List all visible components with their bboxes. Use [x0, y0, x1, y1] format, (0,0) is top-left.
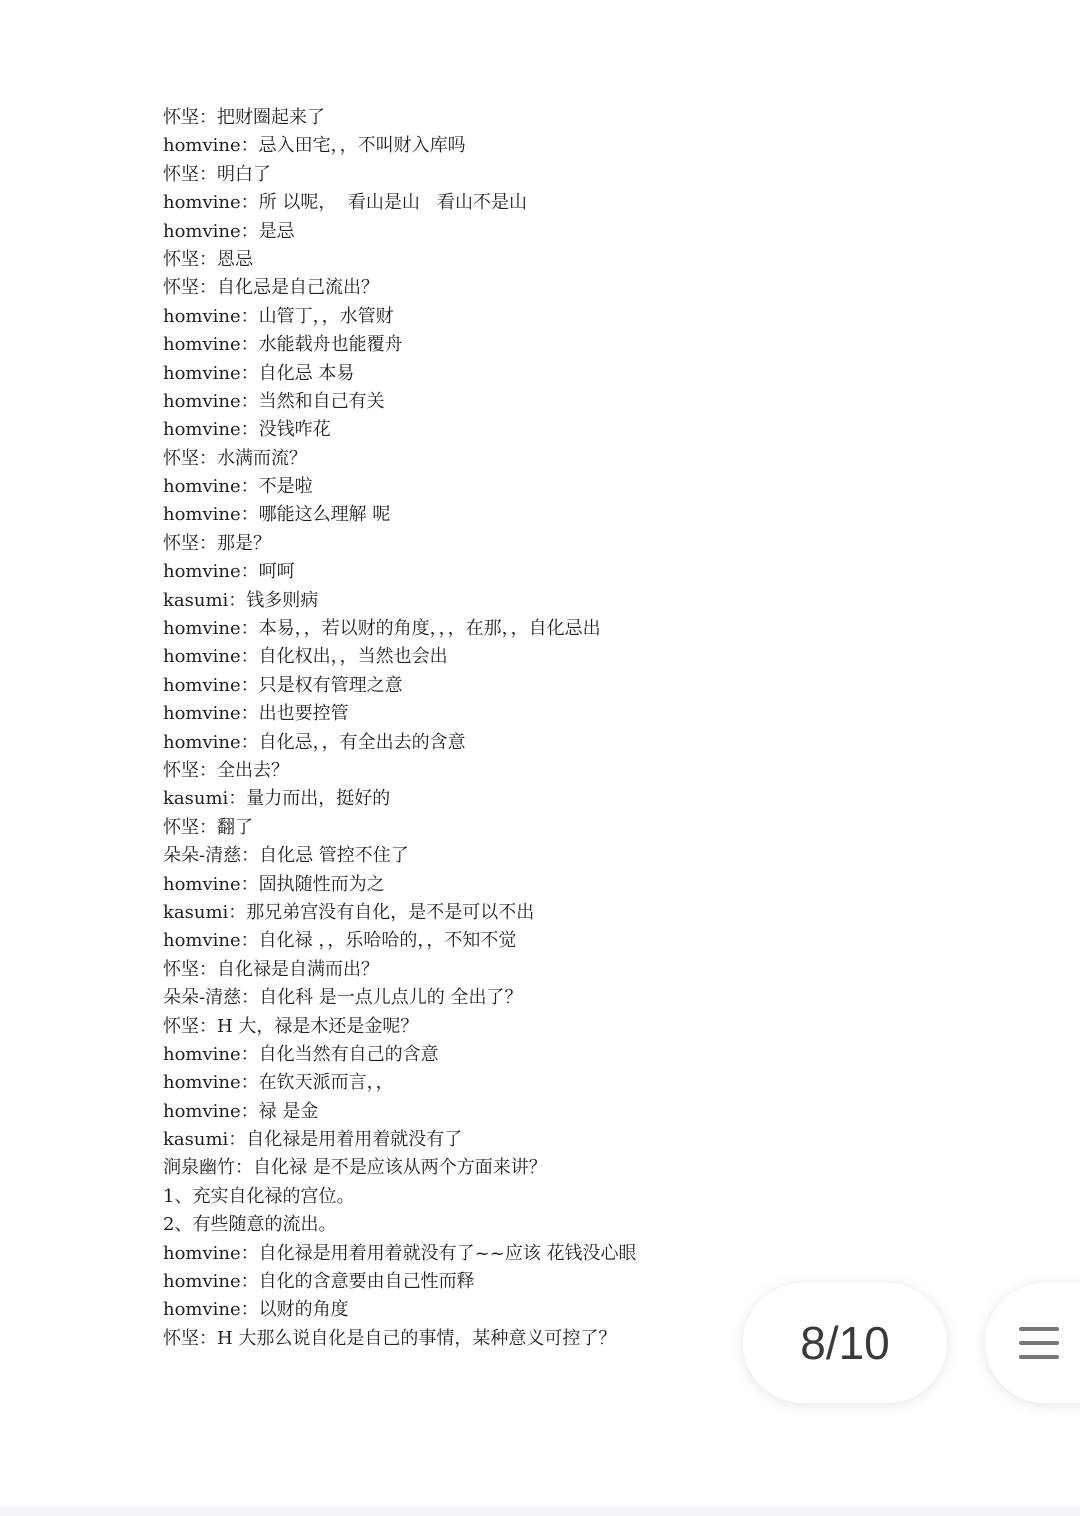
- menu-button[interactable]: [985, 1283, 1080, 1403]
- chat-line: homvine：当然和自己有关: [163, 390, 385, 412]
- chat-line: homvine：呵呵: [163, 561, 295, 583]
- chat-line: homvine：没钱咋花: [163, 419, 331, 441]
- chat-line: 怀坚：自化忌是自己流出？: [163, 277, 379, 299]
- chat-line: 怀坚：全出去？: [163, 759, 289, 781]
- chat-line: 怀坚：那是？: [163, 532, 271, 554]
- chat-line: homvine：以财的角度: [163, 1299, 349, 1321]
- chat-line: homvine：忌入田宅，，不叫财入库吗: [163, 135, 466, 157]
- bottom-bar: [0, 1506, 1080, 1516]
- hamburger-menu-icon: [1019, 1327, 1059, 1359]
- chat-line: 怀坚：H 大，禄是木还是金呢？: [163, 1015, 419, 1037]
- chat-line: 怀坚：水满而流？: [163, 447, 307, 469]
- chat-line: homvine：自化忌，，有全出去的含意: [163, 731, 466, 753]
- chat-line: homvine：固执随性而为之: [163, 873, 385, 895]
- chat-line: homvine：自化忌 本易: [163, 362, 355, 384]
- chat-line: 怀坚：把财圈起来了: [163, 107, 325, 128]
- chat-line: kasumi：自化禄是用着用着就没有了: [163, 1129, 463, 1151]
- chat-line: 朵朵-清慈：自化科 是一点儿点儿的 全出了？: [163, 987, 523, 1009]
- chat-line: homvine：禄 是金: [163, 1100, 319, 1122]
- chat-line: homvine：所 以呢， 看山是山 看山不是山: [163, 192, 527, 214]
- chat-line: homvine：自化禄是用着用着就没有了~~应该 花钱没心眼: [163, 1242, 637, 1264]
- chat-line: 朵朵-清慈：自化忌 管控不住了: [163, 845, 409, 867]
- chat-line: 怀坚：翻了: [163, 816, 253, 838]
- chat-line: homvine：山管丁，，水管财: [163, 305, 394, 327]
- chat-line: homvine：自化的含意要由自己性而释: [163, 1271, 475, 1293]
- chat-line: 怀坚：H 大那么说自化是自己的事情，某种意义可控了？: [163, 1327, 617, 1349]
- page-indicator-label: 8/10: [800, 1317, 890, 1369]
- chat-line: homvine：出也要控管: [163, 703, 349, 725]
- chat-line: kasumi：钱多则病: [163, 589, 319, 611]
- chat-line: homvine：在钦天派而言，，: [163, 1072, 394, 1094]
- chat-line: 2、有些随意的流出。: [163, 1214, 337, 1236]
- chat-line: 1、充实自化禄的宫位。: [163, 1185, 355, 1207]
- chat-line: homvine：自化当然有自己的含意: [163, 1043, 439, 1065]
- chat-line: homvine：不是啦: [163, 476, 313, 498]
- page-indicator[interactable]: [743, 1283, 947, 1403]
- chat-line: homvine：哪能这么理解 呢: [163, 504, 391, 526]
- chat-line: kasumi：那兄弟宫没有自化，是不是可以不出: [163, 901, 535, 923]
- chat-line: 怀坚：明白了: [163, 163, 271, 185]
- chat-line: 怀坚：恩忌: [163, 248, 253, 270]
- chat-line: homvine：只是权有管理之意: [163, 674, 403, 696]
- chat-line: homvine：自化权出，，当然也会出: [163, 646, 448, 668]
- chat-line: kasumi：量力而出，挺好的: [163, 788, 391, 810]
- chat-line: homvine：是忌: [163, 220, 295, 242]
- chat-line: 怀坚：自化禄是自满而出？: [163, 958, 379, 980]
- chat-line: homvine：水能载舟也能覆舟: [163, 334, 403, 356]
- chat-line: homvine：本易，，若以财的角度，，，在那，，自化忌出: [163, 618, 601, 640]
- chat-line: homvine：自化禄 ，，乐哈哈的，，不知不觉: [163, 930, 517, 952]
- document-body: [163, 104, 923, 1353]
- chat-line: 涧泉幽竹：自化禄 是不是应该从两个方面来讲？: [163, 1157, 547, 1179]
